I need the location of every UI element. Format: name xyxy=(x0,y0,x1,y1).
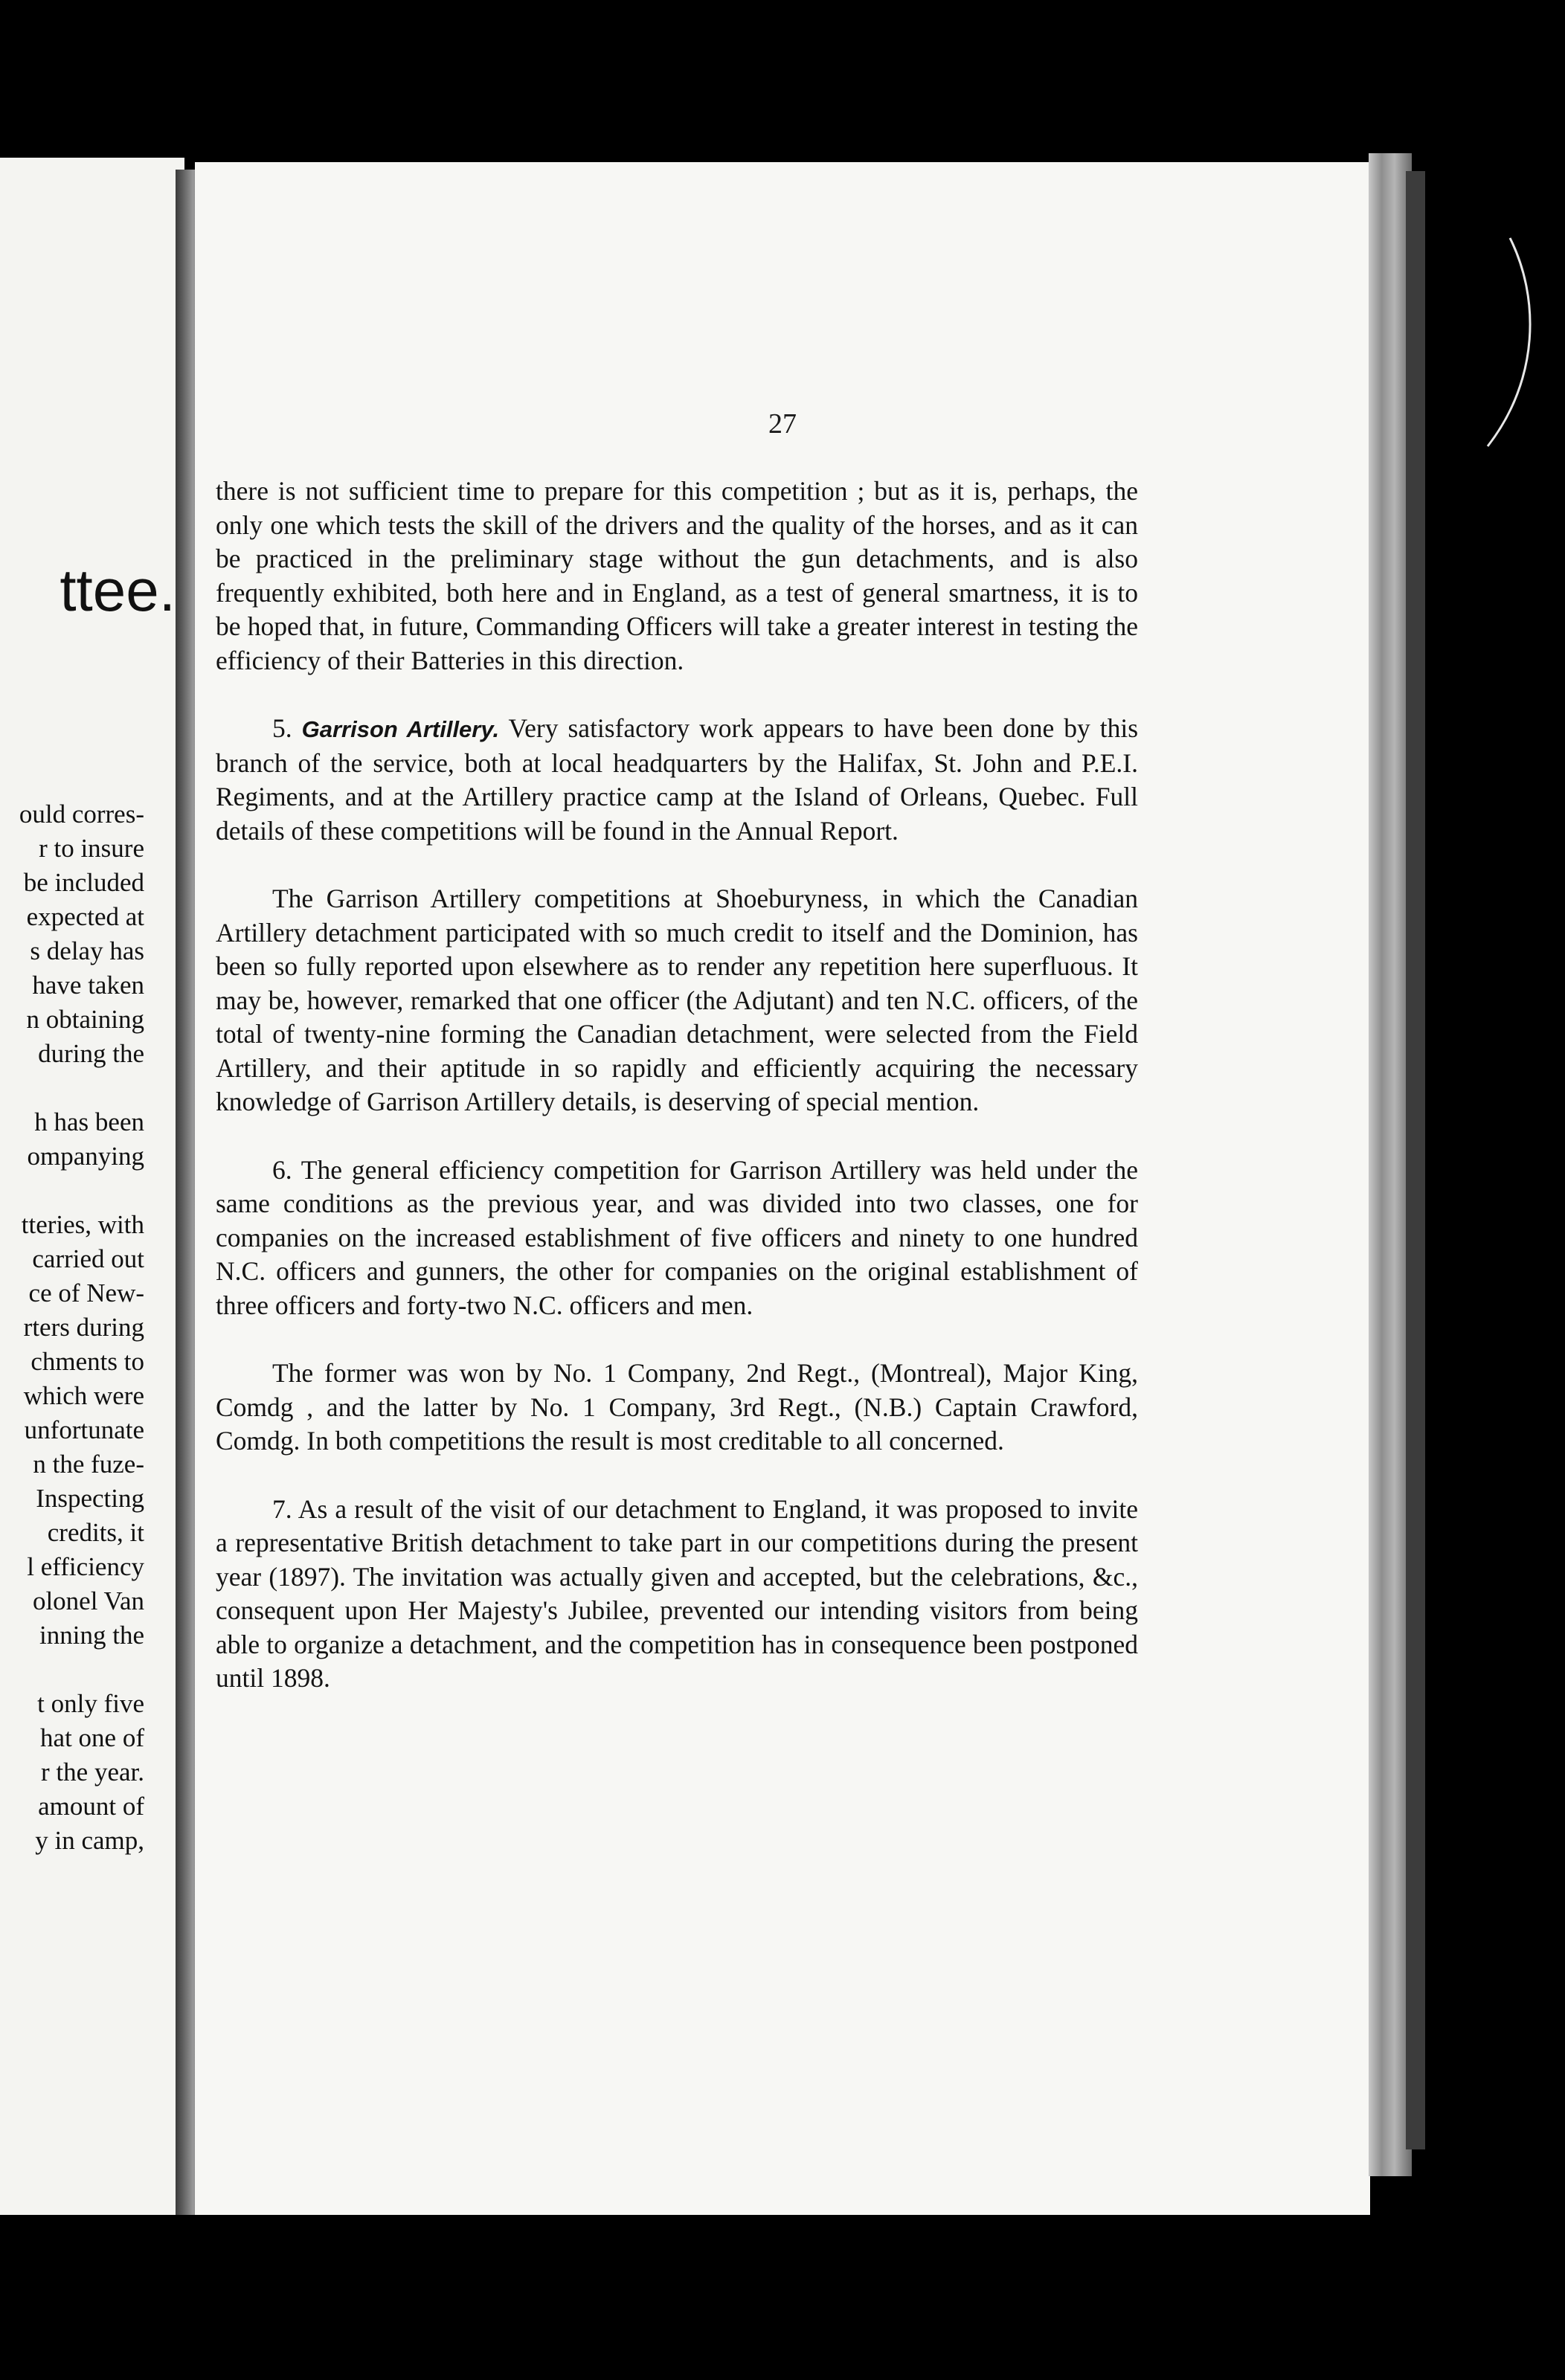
previous-page-line: expected at xyxy=(26,902,144,931)
paragraph-continuation xyxy=(216,475,1138,678)
paragraph-text: 7. As a result of the visit of our detachment to England, it was proposed to invite a representative British detachment to take part in our competitions during the present year (1897). The invitation was actually given and accepted, but the celebrations, &c., consequent upon Her Majesty's Jubilee, prevented our intending visitors from being able to organize a detachment, and the competition has in consequence been postponed until 1898. xyxy=(216,1493,1138,1693)
previous-page-line: during the xyxy=(38,1039,144,1068)
previous-page-line: h has been xyxy=(34,1107,144,1136)
section-number: 5. xyxy=(272,713,292,743)
previous-page-line: ce of New- xyxy=(28,1279,144,1308)
previous-page-line: ould corres- xyxy=(19,800,144,829)
previous-page-line: ompanying xyxy=(27,1142,144,1171)
previous-page-line: tteries, with xyxy=(21,1210,144,1239)
previous-page-line: chments to xyxy=(30,1347,144,1376)
previous-page-line: be included xyxy=(23,868,144,897)
scan-artifact-icon xyxy=(1458,231,1562,469)
paragraph-section-7 xyxy=(216,1493,1138,1696)
book-page xyxy=(195,162,1370,2215)
page-number: 27 xyxy=(768,408,797,440)
previous-page-line: hat one of xyxy=(40,1723,144,1752)
page-body xyxy=(216,475,1138,1730)
previous-page-heading: ttee. xyxy=(60,557,176,623)
previous-page-line: y in camp, xyxy=(35,1826,144,1855)
previous-page-line: n obtaining xyxy=(26,1005,144,1034)
previous-page-line: unfortunate xyxy=(24,1415,144,1444)
previous-page-line: n the fuze- xyxy=(33,1450,144,1479)
paragraph-text: 6. The general efficiency competition for Garrison Artillery was held under the same conditions as the previous year, and was divided into two classes, one for companies on the increased establishment of five officers and ninety to one hundred N.C. officers and gunners, the other for companies on the original establishment of three officers and forty-two N.C. officers and men. xyxy=(216,1154,1138,1320)
paragraph-shoeburyness xyxy=(216,882,1138,1119)
previous-page-line: amount of xyxy=(38,1792,144,1821)
paragraph-text: The Garrison Artillery competitions at Shoeburyness, in which the Canadian Artillery detachment participated with so much credit to itself and the Dominion, has been so fully reported upon elsewhere as to render any repetition here superfluous. It may be, however, remarked that one officer (the Adjutant) and ten N.C. officers, of the total of twenty-nine forming the Canadian detachment, were selected from the Field Artillery, and their aptitude in so rapidly and efficiently acquiring the necessary knowledge of Garrison Artillery details, is deserving of special mention. xyxy=(216,884,1138,1116)
book-cover-edge xyxy=(1406,171,1425,2149)
previous-page-line: carried out xyxy=(32,1244,144,1273)
previous-page-line: rters during xyxy=(23,1313,144,1342)
paragraph-section-5 xyxy=(216,712,1138,848)
paragraph-text: there is not sufficient time to prepare for this competition ; but as it is, perhaps, the only one which tests the skill of the drivers and the quality of the horses, and as it can be practiced in the preliminary stage without the gun detachments, and is also frequently exhibited, both here and in England, as a test of general smartness, it is to be hoped that, in future, Commanding Officers will take a greater interest in testing the efficiency of their Batteries in this direction. xyxy=(216,476,1138,675)
paragraph-text: The former was won by No. 1 Company, 2nd Regt., (Montreal), Major King, Comdg , and the latter by No. 1 Company, 3rd Regt., (N.B.) Captain Crawford, Comdg. In both competitions the result is most creditable to all concerned. xyxy=(216,1358,1138,1456)
previous-page-line: t only five xyxy=(37,1689,144,1718)
previous-page-line: s delay has xyxy=(30,936,144,965)
previous-page-line: Inspecting xyxy=(36,1484,144,1513)
previous-page-fragment xyxy=(0,158,184,2215)
previous-page-line: l efficiency xyxy=(27,1552,144,1581)
paragraph-section-6 xyxy=(216,1154,1138,1323)
paragraph-winners xyxy=(216,1357,1138,1458)
previous-page-line: r to insure xyxy=(39,834,144,863)
previous-page-line: olonel Van xyxy=(32,1586,144,1615)
previous-page-line: have taken xyxy=(32,971,144,1000)
paragraph-text: Very satisfactory work appears to have been done by this branch of the service, both at local headquarters by the Halifax, St. John and P.E.I. Regiments, and at the Artillery practice camp at the Island of Orleans, Quebec. Full details of these competitions will be found in the Annual Report. xyxy=(216,713,1139,846)
previous-page-line: inning the xyxy=(39,1621,144,1650)
previous-page-line: credits, it xyxy=(47,1518,144,1547)
previous-page-line: which were xyxy=(23,1381,144,1410)
previous-page-line: r the year. xyxy=(41,1757,144,1786)
section-title: Garrison Artillery. xyxy=(301,716,500,742)
